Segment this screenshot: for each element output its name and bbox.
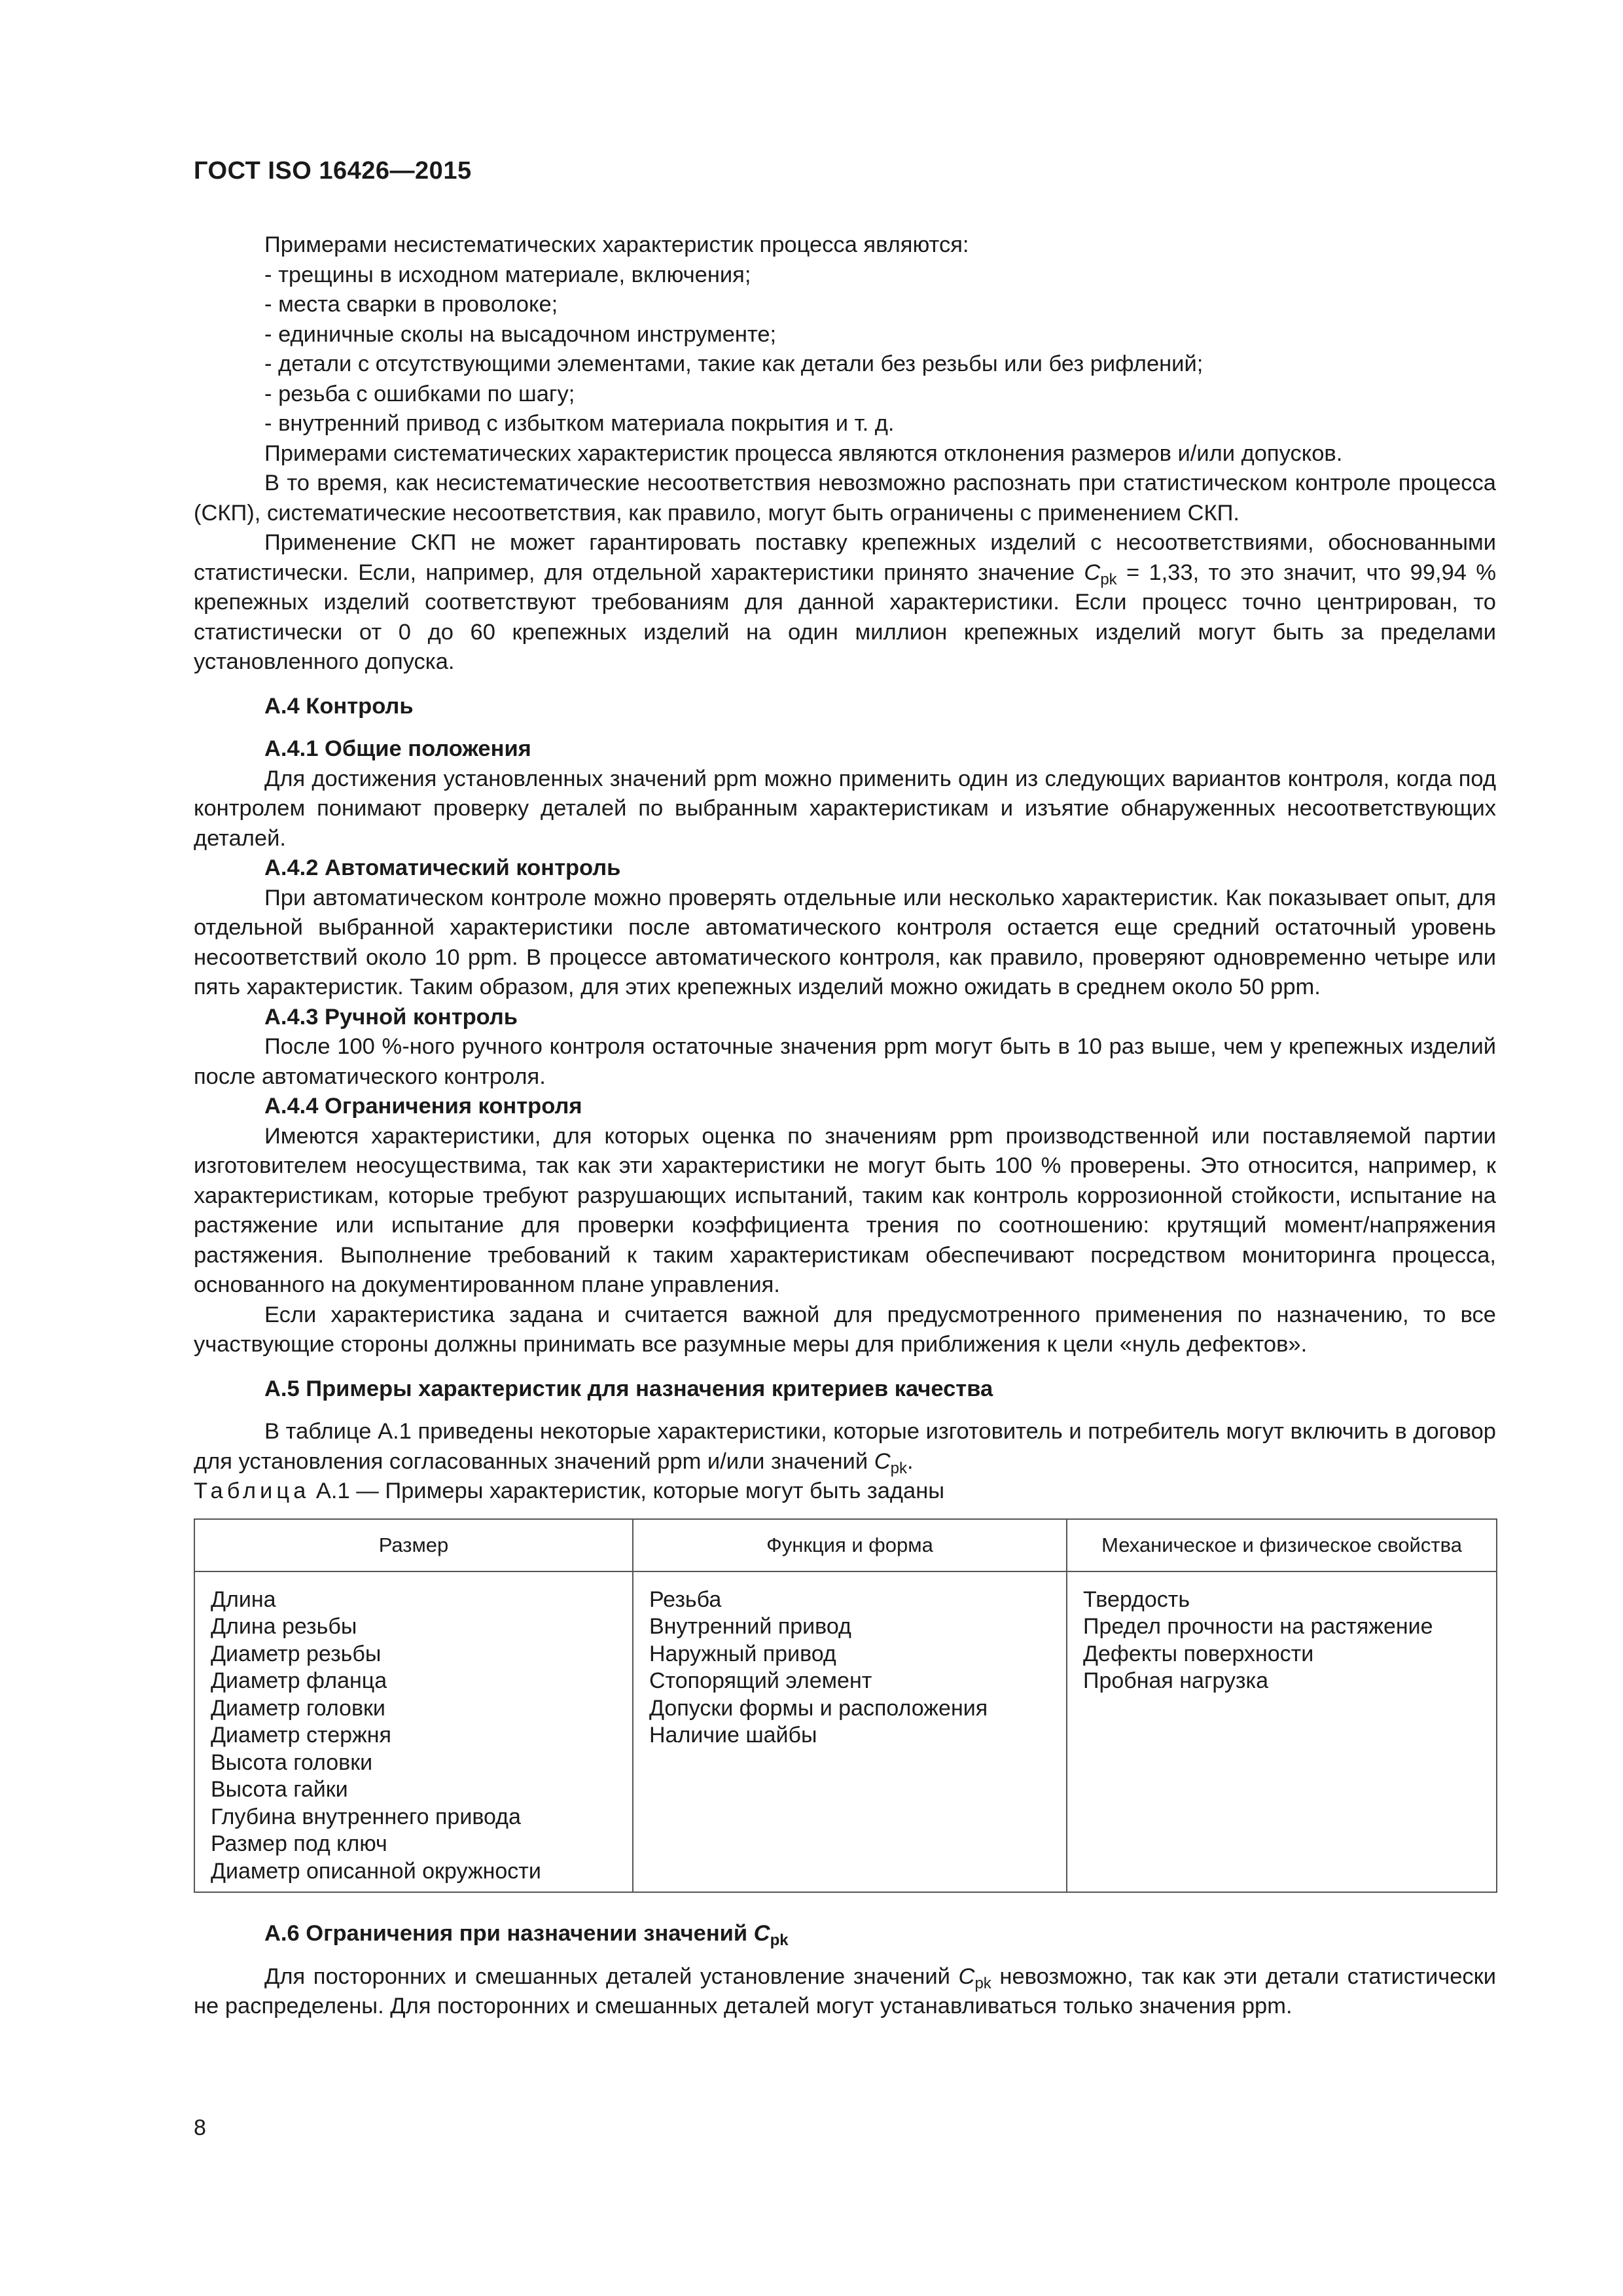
table-cell-item: Дефекты поверхности	[1083, 1641, 1314, 1666]
table-cell-item: Наличие шайбы	[649, 1723, 817, 1748]
table-header-size: Размер	[194, 1519, 633, 1571]
table-cell-item: Наружный привод	[649, 1641, 836, 1666]
table-cell-item: Допуски формы и расположения	[649, 1695, 988, 1721]
table-row	[194, 1571, 1497, 1893]
nonsystematic-intro: Примерами несистематических характеристик процесса являются:	[264, 232, 969, 257]
table-cell-item: Стопорящий элемент	[649, 1668, 872, 1693]
spc-apply-paragraph: Применение СКП не может гарантировать поставку крепежных изделий с несоответствиями, обоснованными статистически. Если, например, для отдельной характеристики принято значение $C_{pk} = 1,33$, то это значит, что 99,94 % крепежных изделий соответствуют требованиям для данной характеристики. Если процесс точно центрирован, то статистически от 0 до 60 крепежных изделий на один миллион крепежных изделий могут быть за пределами установленного допуска.	[194, 530, 1496, 674]
list-item: - места сварки в проволоке;	[264, 292, 558, 317]
table-cell-item: Диаметр стержня	[211, 1723, 391, 1748]
list-item: - внутренний привод с избытком материала покрытия и т. д.	[264, 411, 895, 436]
list-item: - трещины в исходном материале, включения;	[264, 262, 751, 287]
section-a4-title: А.4 Контроль	[264, 693, 414, 719]
table-cell-item: Диаметр описанной окружности	[211, 1858, 541, 1884]
table-cell-item: Внутренний привод	[649, 1614, 851, 1639]
table-cell-item: Твердость	[1083, 1587, 1190, 1612]
table-cell-item: Длина резьбы	[211, 1614, 357, 1639]
table-cell-function-form	[633, 1571, 1067, 1893]
table-header-mechanical: Механическое и физическое свойства	[1067, 1519, 1497, 1571]
table-cell-item: Высота головки	[211, 1749, 373, 1775]
table-cell-item: Диаметр фланца	[211, 1668, 387, 1693]
section-a43-text: После 100 %-ного ручного контроля остаточные значения ppm могут быть в 10 раз выше, чем у крепежных изделий после автоматического контроля.	[194, 1034, 1496, 1089]
section-a44-text-2: Если характеристика задана и считается важной для предусмотренного применения по назначению, то все участвующие стороны должны принимать все разумные меры для приближения к цели «нуль дефектов».	[194, 1302, 1496, 1357]
characteristics-table	[194, 1518, 1497, 1893]
table-cell-mechanical	[1067, 1571, 1497, 1893]
table-header-row	[194, 1519, 1497, 1571]
systematic-examples: Примерами систематических характеристик процесса являются отклонения размеров и/или допусков.	[264, 440, 1343, 466]
table-cell-item: Высота гайки	[211, 1777, 348, 1802]
section-a44-text: Имеются характеристики, для которых оценка по значениям ppm производственной или поставляемой партии изготовителем неосуществима, так как эти характеристики не могут быть 100 % проверены. Это относится, например, к характеристикам, которые требуют разрушающих испытаний, таким как контроль коррозионной стойкости, испытание на растяжение или испытание для проверки коэффициента трения по соотношению: крутящий момент/напряжения растяжения. Выполнение требований к таким характеристикам обеспечивают посредством мониторинга процесса, основанного на документированном плане управления.	[194, 1123, 1496, 1297]
table-header-function-form: Функция и форма	[633, 1519, 1067, 1571]
spc-paragraph: В то время, как несистематические несоответствия невозможно распознать при статистическом контроле процесса (СКП), систематические несоответствия, как правило, могут быть ограничены с применением СКП.	[194, 471, 1496, 526]
table-cell-item: Размер под ключ	[211, 1831, 387, 1856]
table-cell-item: Диаметр головки	[211, 1695, 385, 1721]
section-a6-text: Для посторонних и смешанных деталей установление значений $C_{pk}$ невозможно, так как эти детали статистически не распределены. Для посторонних и смешанных деталей могут устанавливаться только значения ppm.	[194, 1964, 1496, 2018]
table-cell-size	[194, 1571, 633, 1893]
section-a42-title: А.4.2 Автоматический контроль	[264, 855, 621, 880]
table-cell-item: Пробная нагрузка	[1083, 1668, 1269, 1693]
list-item: - резьба с ошибками по шагу;	[264, 381, 575, 406]
table-cell-item: Диаметр резьбы	[211, 1641, 382, 1666]
list-item: - детали с отсутствующими элементами, такие как детали без резьбы или без рифлений;	[264, 351, 1204, 376]
page-number: 8	[194, 2115, 206, 2140]
section-a44-title: А.4.4 Ограничения контроля	[264, 1094, 582, 1119]
section-a41-title: А.4.1 Общие положения	[264, 736, 531, 761]
table-cell-item: Длина	[211, 1587, 276, 1612]
section-a6-title: А.6 Ограничения при назначении значений $C_{pk}$	[264, 1921, 789, 1949]
list-item: - единичные сколы на высадочном инструменте;	[264, 321, 777, 347]
page-content	[194, 230, 1496, 2022]
section-a5-text: В таблице А.1 приведены некоторые характеристики, которые изготовитель и потребитель могут включить в договор для установления согласованных значений ppm и/или значений $C_{pk}$.	[194, 1419, 1496, 1477]
section-a43-title: А.4.3 Ручной контроль	[264, 1004, 518, 1030]
section-a41-text: Для достижения установленных значений ppm можно применить один из следующих вариантов контроля, когда под контролем понимают проверку деталей по выбранным характеристикам и изъятие обнаруженных несоответствующих деталей.	[194, 766, 1496, 851]
table-cell-item: Глубина внутреннего привода	[211, 1804, 521, 1829]
section-a5-title: А.5 Примеры характеристик для назначения критериев качества	[264, 1376, 993, 1401]
table-cell-item: Предел прочности на растяжение	[1083, 1614, 1433, 1639]
table-caption: Таблица А.1 — Примеры характеристик, которые могут быть заданы	[194, 1479, 945, 1503]
table-cell-item: Резьба	[649, 1587, 722, 1612]
section-a42-text: При автоматическом контроле можно проверять отдельные или несколько характеристик. Как показывает опыт, для отдельной выбранной характеристики после автоматического контроля остается еще средний остаточный уровень несоответствий около 10 ppm. В процессе автоматического контроля, как правило, проверяют одновременно четыре или пять характеристик. Таким образом, для этих крепежных изделий можно ожидать в среднем около 50 ppm.	[194, 885, 1496, 999]
document-header: ГОСТ ISO 16426—2015	[194, 157, 472, 185]
